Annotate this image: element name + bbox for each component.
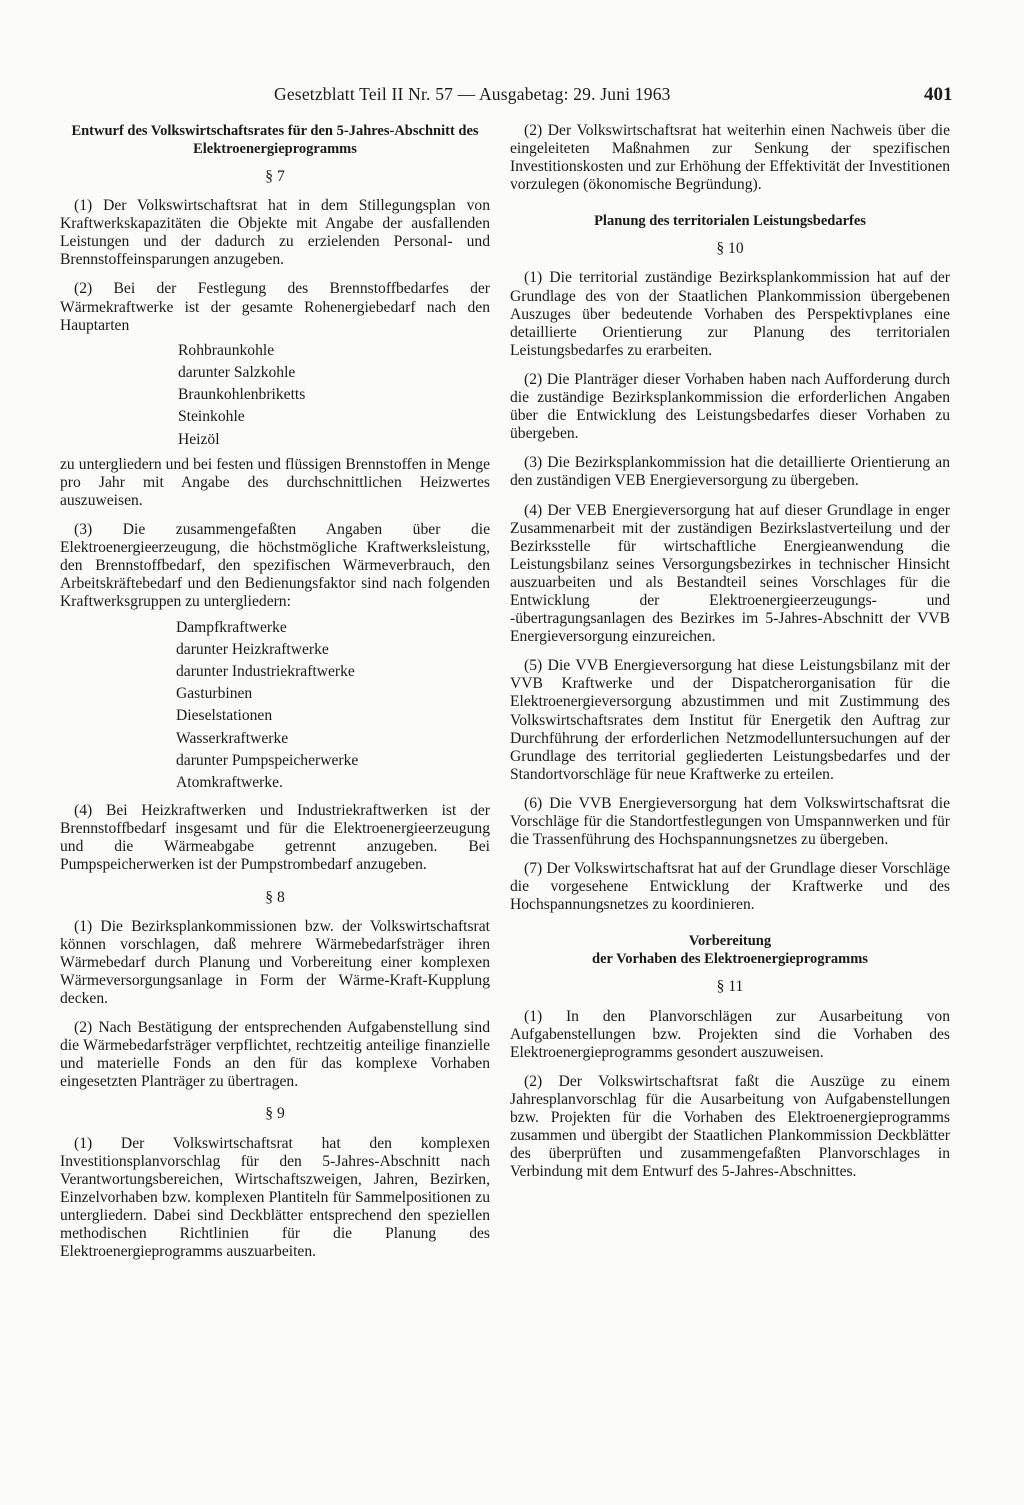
heading-draft-plan: Entwurf des Volkswirtschaftsrates für den 5-Jahres-Abschnitt des Elektroenergieprogramms xyxy=(71,123,479,157)
list-item: darunter Pumpspeicherwerke xyxy=(176,751,359,769)
s11-paragraph-1: (1) In den Planvorschlägen zur Ausarbeitung von Aufgabenstellungen bzw. Projekten sind die Vorhaben des Elektroenergieprogramms gesondert auszuweisen. xyxy=(510,1007,950,1061)
s7-paragraph-2: (2) Bei der Festlegung des Brennstoffbedarfes der Wärmekraftwerke ist der gesamte Rohenergiebedarf nach den Hauptarten xyxy=(60,280,490,334)
s8-paragraph-1: (1) Die Bezirksplankommissionen bzw. der Volkswirtschaftsrat können vorschlagen, daß mehrere Wärmebedarfsträger ihren Wärmebedarf durch Planung und Vorbereitung einer komplexen Wärmeversorgungsanlage in Form der Wärme-Kraft-Kupplung decken. xyxy=(60,917,490,1007)
section-8-title: § 8 xyxy=(265,888,285,906)
list-item: Dampfkraftwerke xyxy=(176,618,287,636)
section-10-title: § 10 xyxy=(716,240,744,258)
s10-paragraph-4: (4) Der VEB Energieversorgung hat auf dieser Grundlage in enger Zusammenarbeit mit der zuständigen Bezirkslastverteilung und der Bezirksstelle für wirtschaftliche Energieanwendung die Leistungsbilanz seines Versorgungsbezirkes in technischer Hinsicht auszuarbeiten und als Bestandteil seines Vorschlages für die Entwicklung der Elektroenergieerzeugungs- und -übertragungsanlagen des Bezirkes im 5-Jahres-Abschnitt der VVB Energieversorgung einzureichen. xyxy=(510,501,950,646)
list-item: Steinkohle xyxy=(178,408,245,426)
s10-paragraph-2: (2) Die Planträger dieser Vorhaben haben nach Aufforderung durch die zuständige Bezirksplankommission die erforderlichen Angaben über die Entwicklung des Leistungsbedarfes dieser Vorhaben zu übergeben. xyxy=(510,370,950,443)
section-11-title: § 11 xyxy=(716,978,744,996)
list-item: Dieselstationen xyxy=(176,707,273,725)
list-item: Braunkohlenbriketts xyxy=(178,386,306,404)
section-7-title: § 7 xyxy=(265,168,285,185)
s7-paragraph-4: (4) Bei Heizkraftwerken und Industriekraftwerken ist der Brennstoffbedarf insgesamt und für die Elektroenergieerzeugung und die Wärmeabgabe getrennt anzugeben. Bei Pumpspeicherwerken ist der Pumpstrombedarf anzugeben. xyxy=(60,802,490,874)
heading-territorial-demand: Planung des territorialen Leistungsbedarfes xyxy=(594,213,866,230)
s8-paragraph-2: (2) Nach Bestätigung der entsprechenden Aufgabenstellung sind die Wärmebedarfsträger verpflichtet, rechtzeitig anteilige finanzielle und materielle Fonds an den für das komplexe Vorhaben eingesetzten Planträger zu übertragen. xyxy=(60,1019,490,1091)
s10-paragraph-3: (3) Die Bezirksplankommission hat die detaillierte Orientierung an den zuständigen VEB Energieversorgung zu übergeben. xyxy=(510,454,950,490)
s9-paragraph-2: (2) Der Volkswirtschaftsrat hat weiterhin einen Nachweis über die eingeleiteten Maßnahmen zur Senkung der spezifischen Investitionskosten und zur Erhöhung der Effektivität der Investitionen vorzulegen (ökonomische Begründung). xyxy=(510,122,950,194)
running-title: Gesetzblatt Teil II Nr. 57 — Ausgabetag: 29. Juni 1963 xyxy=(274,84,671,104)
list-item: Heizöl xyxy=(178,430,220,448)
list-item: darunter Industriekraftwerke xyxy=(176,662,355,680)
list-item: darunter Salzkohle xyxy=(178,363,296,381)
list-item: Wasserkraftwerke xyxy=(176,729,289,747)
s10-paragraph-7: (7) Der Volkswirtschaftsrat hat auf der Grundlage dieser Vorschläge die vorgesehene Entwicklung der Kraftwerke und des Hochspannungsnetzes zu koordinieren. xyxy=(510,860,950,914)
left-column xyxy=(60,122,490,1261)
power-plant-list xyxy=(176,617,490,795)
s11-paragraph-2: (2) Der Volkswirtschaftsrat faßt die Auszüge zu einem Jahresplanvorschlag für die Ausarbeitung von Aufgabenstellungen bzw. Projekten für die Vorhaben des Elektroenergieprogramms zusammen und übergibt der Staatlichen Plankommission Deckblätter des überprüften und zusammengefaßten Planvorschlages in Verbindung mit dem Entwurf des 5-Jahres-Abschnittes. xyxy=(510,1072,950,1181)
section-9-title: § 9 xyxy=(265,1105,285,1123)
page-number: 401 xyxy=(924,84,953,105)
s9-paragraph-1: (1) Der Volkswirtschaftsrat hat den komplexen Investitionsplanvorschlag für den 5-Jahres-Abschnitt nach Verantwortungsbereichen, Wirtschaftszweigen, Jahren, Bezirken, Einzelvorhaben bzw. komplexen Plantiteln für Sammelpositionen zu untergliedern. Dabei sind Deckblätter entsprechend den speziellen methodischen Richtlinien für die Planung des Elektroenergieprogramms auszuarbeiten. xyxy=(60,1134,490,1261)
s7-paragraph-1: (1) Der Volkswirtschaftsrat hat in dem Stillegungsplan von Kraftwerkskapazitäten die Objekte mit Angabe der ausfallenden Leistungen und der dadurch zu erzielenden Personal- und Brennstoffeinsparungen anzugeben. xyxy=(60,197,490,269)
s7-paragraph-2-cont: zu untergliedern und bei festen und flüssigen Brennstoffen in Menge pro Jahr mit Angabe des durchschnittlichen Heizwertes auszuweisen. xyxy=(60,455,490,509)
fuel-type-list xyxy=(178,340,490,451)
list-item: darunter Heizkraftwerke xyxy=(176,640,329,658)
page-header xyxy=(0,82,1024,112)
s10-paragraph-5: (5) Die VVB Energieversorgung hat diese Leistungsbilanz mit der VVB Kraftwerke und der Dispatcherorganisation für die Elektroenergieversorgung abzustimmen und mit Zustimmung des Volkswirtschaftsrates dem Institut für Energetik den Auftrag zur Durchführung der erforderlichen Netzmodelluntersuchungen auf der Grundlage des territorial gegliederten Leistungsbedarfes und der Standortvorschläge für neue Kraftwerke zu erteilen. xyxy=(510,657,950,783)
s10-paragraph-1: (1) Die territorial zuständige Bezirksplankommission hat auf der Grundlage des von der Staatlichen Plankommission übergebenen Auszuges über bedeutende Vorhaben des Perspektivplanes eine detaillierte Orientierung zur Planung des territorialen Leistungsbedarfes zu erarbeiten. xyxy=(510,269,950,359)
list-item: Gasturbinen xyxy=(176,685,253,703)
s7-paragraph-3: (3) Die zusammengefaßten Angaben über die Elektroenergieerzeugung, die höchstmögliche Kraftwerksleistung, den Brennstoffbedarf, den spezifischen Wärmeverbrauch, den Arbeitskräftebedarf und den Bedienungsfaktor sind nach folgenden Kraftwerksgruppen zu untergliedern: xyxy=(60,521,490,611)
list-item: Atomkraftwerke. xyxy=(176,773,283,791)
right-column xyxy=(510,122,950,1181)
heading-preparation-line-1: Vorbereitung xyxy=(688,933,772,950)
heading-preparation-line-2: der Vorhaben des Elektroenergieprogramms xyxy=(592,951,868,968)
list-item: Rohbraunkohle xyxy=(178,341,275,359)
s10-paragraph-6: (6) Die VVB Energieversorgung hat dem Volkswirtschaftsrat die Vorschläge für die Standortfestlegungen von Umspannwerken und für die Trassenführung des Hochspannungsnetzes zu übergeben. xyxy=(510,794,950,849)
